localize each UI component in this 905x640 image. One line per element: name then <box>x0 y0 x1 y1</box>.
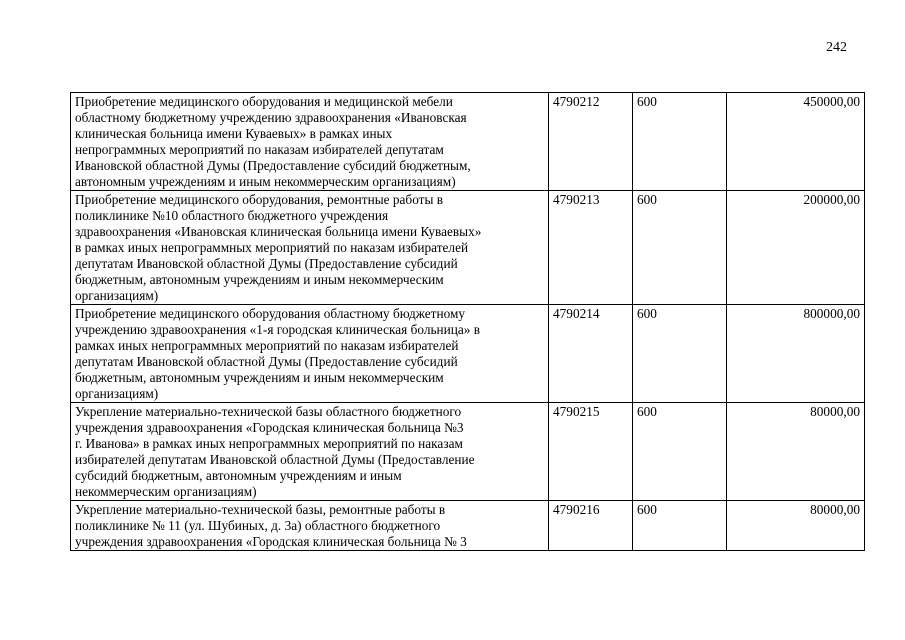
description-line: субсидий бюджетным, автономным учреждениям и иным <box>75 468 402 483</box>
description-line: Приобретение медицинского оборудования областному бюджетному <box>75 306 466 321</box>
description-line: организациям) <box>75 386 159 401</box>
description-line: здравоохранения «Ивановская клиническая больница имени Куваевых» <box>75 224 482 239</box>
description-line: некоммерческим организациям) <box>75 484 257 499</box>
description-line: избирателей депутатам Ивановской областной Думы (Предоставление <box>75 452 475 467</box>
row-code: 4790212 <box>549 93 633 191</box>
description-line: организациям) <box>75 288 159 303</box>
description-line: г. Иванова» в рамках иных непрограммных мероприятий по наказам <box>75 436 463 451</box>
row-expense-kind: 600 <box>633 501 727 551</box>
table-row <box>71 501 865 551</box>
description-line: учреждения здравоохранения «Городская клиническая больница №3 <box>75 420 464 435</box>
row-description <box>71 501 549 551</box>
row-amount: 800000,00 <box>727 305 865 403</box>
description-line: Укрепление материально-технической базы, ремонтные работы в <box>75 502 446 517</box>
description-line: рамках иных непрограммных мероприятий по наказам избирателей <box>75 338 459 353</box>
row-description <box>71 191 549 305</box>
row-code: 4790213 <box>549 191 633 305</box>
description-line: депутатам Ивановской областной Думы (Предоставление субсидий <box>75 256 458 271</box>
row-expense-kind: 600 <box>633 403 727 501</box>
row-code: 4790216 <box>549 501 633 551</box>
description-line: поликлинике № 11 (ул. Шубиных, д. 3а) областного бюджетного <box>75 518 441 533</box>
row-expense-kind: 600 <box>633 305 727 403</box>
description-line: учреждения здравоохранения «Городская клиническая больница № 3 <box>75 534 467 549</box>
row-description <box>71 403 549 501</box>
table-row <box>71 93 865 191</box>
row-amount: 80000,00 <box>727 403 865 501</box>
page-number: 242 <box>826 40 847 55</box>
description-line: поликлинике №10 областного бюджетного учреждения <box>75 208 389 223</box>
description-line: клиническая больница имени Куваевых» в рамках иных <box>75 126 393 141</box>
row-description <box>71 305 549 403</box>
description-line: в рамках иных непрограммных мероприятий по наказам избирателей <box>75 240 469 255</box>
row-amount: 200000,00 <box>727 191 865 305</box>
description-line: Ивановской областной Думы (Предоставление субсидий бюджетным, <box>75 158 471 173</box>
description-line: Приобретение медицинского оборудования, ремонтные работы в <box>75 192 444 207</box>
budget-table <box>70 92 865 551</box>
description-line: учреждению здравоохранения «1-я городская клиническая больница» в <box>75 322 481 337</box>
row-expense-kind: 600 <box>633 93 727 191</box>
description-line: Укрепление материально-технической базы областного бюджетного <box>75 404 462 419</box>
row-expense-kind: 600 <box>633 191 727 305</box>
description-line: бюджетным, автономным учреждениям и иным некоммерческим <box>75 370 444 385</box>
row-description <box>71 93 549 191</box>
row-code: 4790214 <box>549 305 633 403</box>
description-line: автономным учреждениям и иным некоммерческим организациям) <box>75 174 456 189</box>
description-line: депутатам Ивановской областной Думы (Предоставление субсидий <box>75 354 458 369</box>
row-code: 4790215 <box>549 403 633 501</box>
table-row <box>71 403 865 501</box>
description-line: бюджетным, автономным учреждениям и иным некоммерческим <box>75 272 444 287</box>
description-line: непрограммных мероприятий по наказам избирателей депутатам <box>75 142 444 157</box>
description-line: Приобретение медицинского оборудования и медицинской мебели <box>75 94 453 109</box>
row-amount: 80000,00 <box>727 501 865 551</box>
description-line: областному бюджетному учреждению здравоохранения «Ивановская <box>75 110 467 125</box>
table-row <box>71 305 865 403</box>
table-row <box>71 191 865 305</box>
row-amount: 450000,00 <box>727 93 865 191</box>
